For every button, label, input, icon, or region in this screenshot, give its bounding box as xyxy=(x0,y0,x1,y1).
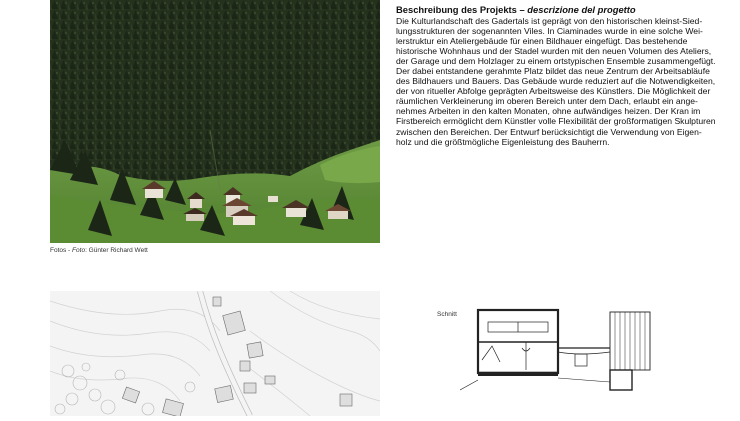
description-line: der von ritueller Abfolge geprägten Arbeitsweise des Künstlers. Die Möglichkeit der xyxy=(396,86,711,97)
description-line: historische Wohnhaus und der Stadel wurden mit den neuen Volumen des Ateliers, xyxy=(396,46,712,57)
section-label: Schnitt xyxy=(437,311,457,318)
description-line: der Garage und dem Holzlager zu einem ortstypischen Ensemble zusammengefügt. xyxy=(396,56,716,67)
project-photo xyxy=(50,0,380,243)
landscape-photo-image xyxy=(50,0,380,243)
description-line: lerstruktur ein Ateliergebäude für einen Bildhauer eingefügt. Das bestehende xyxy=(396,36,688,47)
project-description xyxy=(396,4,720,147)
description-line: räumlichen Verkleinerung im oberen Bereich unter dem Dach, erlaubt ein ange- xyxy=(396,96,698,107)
description-line: nehmes Arbeiten in den kalten Monaten, ohne aufwändiges heizen. Der Kran im xyxy=(396,106,701,117)
description-line: lungsstrukturen der sogenannten Viles. In Ciaminades wurde in eine solche Wei- xyxy=(396,26,703,37)
description-line: des Bildhauers und Bauers. Das Gebäude wurde reduziert auf die Notwendigkeiten, xyxy=(396,76,716,87)
site-plan-drawing xyxy=(50,291,380,416)
caption-italic: Foto xyxy=(72,247,86,254)
photo-caption xyxy=(50,247,148,254)
description-line: Firstbereich ermöglicht dem Künstler volle Flexibilität der großformatigen Skulpturen xyxy=(396,116,716,127)
description-line: zwischen den Bereichen. Der Entwurf berücksichtigt die Verwendung von Eigen- xyxy=(396,126,702,137)
description-title-it: descrizione del progetto xyxy=(527,4,636,15)
description-title xyxy=(396,4,720,15)
section-drawing-image xyxy=(460,300,740,416)
site-plan-image xyxy=(50,291,380,416)
caption-prefix: Fotos - xyxy=(50,247,73,254)
description-line: Die Kulturlandschaft des Gadertals ist geprägt von den historischen kleinst-Sied- xyxy=(396,16,703,26)
description-line: holz und die größtmögliche Eigenleistung des Bauherrn. xyxy=(396,136,610,147)
description-title-de: Beschreibung des Projekts – xyxy=(396,4,528,15)
description-line: Der dabei entstandene gerahmte Platz bildet das neue Zentrum der Arbeitsabläufe xyxy=(396,66,710,77)
section-drawing xyxy=(460,300,740,416)
caption-credit: : Günter Richard Wett xyxy=(85,247,148,254)
